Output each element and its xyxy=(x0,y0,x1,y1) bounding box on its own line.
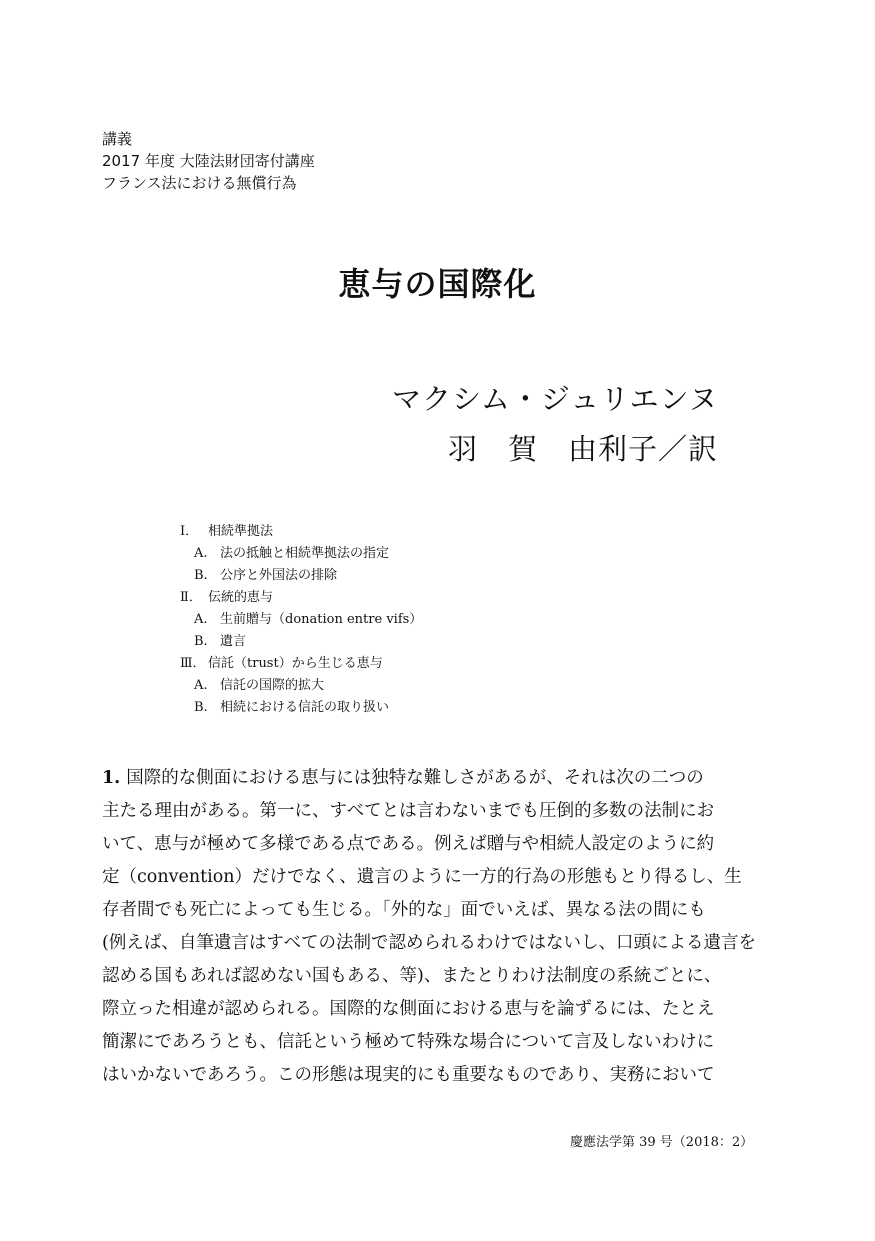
toc-number: A. xyxy=(194,678,208,693)
toc-section-2 xyxy=(180,587,422,609)
toc-label: 信託（trust）から生じる恵与 xyxy=(208,656,383,671)
toc-subsection-2b xyxy=(180,631,422,653)
toc-label: 生前贈与（donation entre vifs） xyxy=(220,612,423,627)
body-line: はいかないであろう。この形態は現実的にも重要なものであり、実務において xyxy=(102,1065,715,1085)
body-line: 主たる理由がある。第一に、すべてとは言わないまでも圧倒的多数の法制にお xyxy=(102,801,715,821)
translator-credit: 羽 賀 由利子／訳 xyxy=(448,432,719,466)
table-of-contents xyxy=(180,521,422,719)
toc-label: 公序と外国法の排除 xyxy=(220,568,338,583)
lecture-header xyxy=(102,128,315,194)
toc-number: B. xyxy=(194,568,208,583)
header-category: 講義 xyxy=(102,130,133,148)
toc-number: Ⅱ． xyxy=(180,590,202,605)
article-title: 恵与の国際化 xyxy=(338,265,537,303)
toc-subsection-1a xyxy=(180,543,422,565)
toc-label: 相続準拠法 xyxy=(208,524,274,539)
header-subject: フランス法における無償行為 xyxy=(102,174,297,192)
body-line: 際立った相違が認められる。国際的な側面における恵与を論ずるには、たとえ xyxy=(102,999,715,1019)
toc-subsection-2a xyxy=(180,609,422,631)
body-line: 認める国もあれば認めない国もある、等)、またとりわけ法制度の系統ごとに、 xyxy=(102,966,722,986)
toc-subsection-3a xyxy=(180,675,422,697)
toc-number: B. xyxy=(194,700,208,715)
author-name: マクシム・ジュリエンヌ xyxy=(392,382,719,416)
toc-subsection-1b xyxy=(180,565,422,587)
toc-label: 相続における信託の取り扱い xyxy=(220,700,390,715)
body-line: いて、恵与が極めて多様である点である。例えば贈与や相続人設定のように約 xyxy=(102,834,715,854)
body-line: 存者間でも死亡によっても生じる。「外的な」面でいえば、異なる法の間にも xyxy=(102,900,706,920)
toc-label: 伝統的恵与 xyxy=(208,590,274,605)
paragraph-number: 1. xyxy=(102,768,121,788)
toc-section-3 xyxy=(180,653,422,675)
toc-subsection-3b xyxy=(180,697,422,719)
toc-label: 法の抵触と相続準拠法の指定 xyxy=(220,546,390,561)
toc-label: 遺言 xyxy=(220,634,247,649)
toc-label: 信託の国際的拡大 xyxy=(220,678,325,693)
toc-number: A. xyxy=(194,546,208,561)
journal-footer: 慶應法学第 39 号（2018：2） xyxy=(570,1135,754,1150)
body-line: (例えば、自筆遺言はすべての法制で認められるわけではないし、口頭による遺言を xyxy=(102,933,756,953)
toc-number: Ⅰ． xyxy=(180,524,199,539)
toc-number: A. xyxy=(194,612,208,627)
body-line xyxy=(102,762,774,795)
toc-number: Ⅲ． xyxy=(180,656,206,671)
header-series: 2017 年度 大陸法財団寄付講座 xyxy=(102,152,315,170)
body-line-text: 国際的な側面における恵与には独特な難しさがあるが、それは次の二つの xyxy=(126,768,704,788)
body-line: 定（convention）だけでなく、遺言のように一方的行為の形態もとり得るし、生 xyxy=(102,867,742,887)
body-line: 簡潔にであろうとも、信託という極めて特殊な場合について言及しないわけに xyxy=(102,1032,715,1052)
body-paragraph xyxy=(102,762,774,1092)
toc-section-1 xyxy=(180,521,422,543)
toc-number: B. xyxy=(194,634,208,649)
